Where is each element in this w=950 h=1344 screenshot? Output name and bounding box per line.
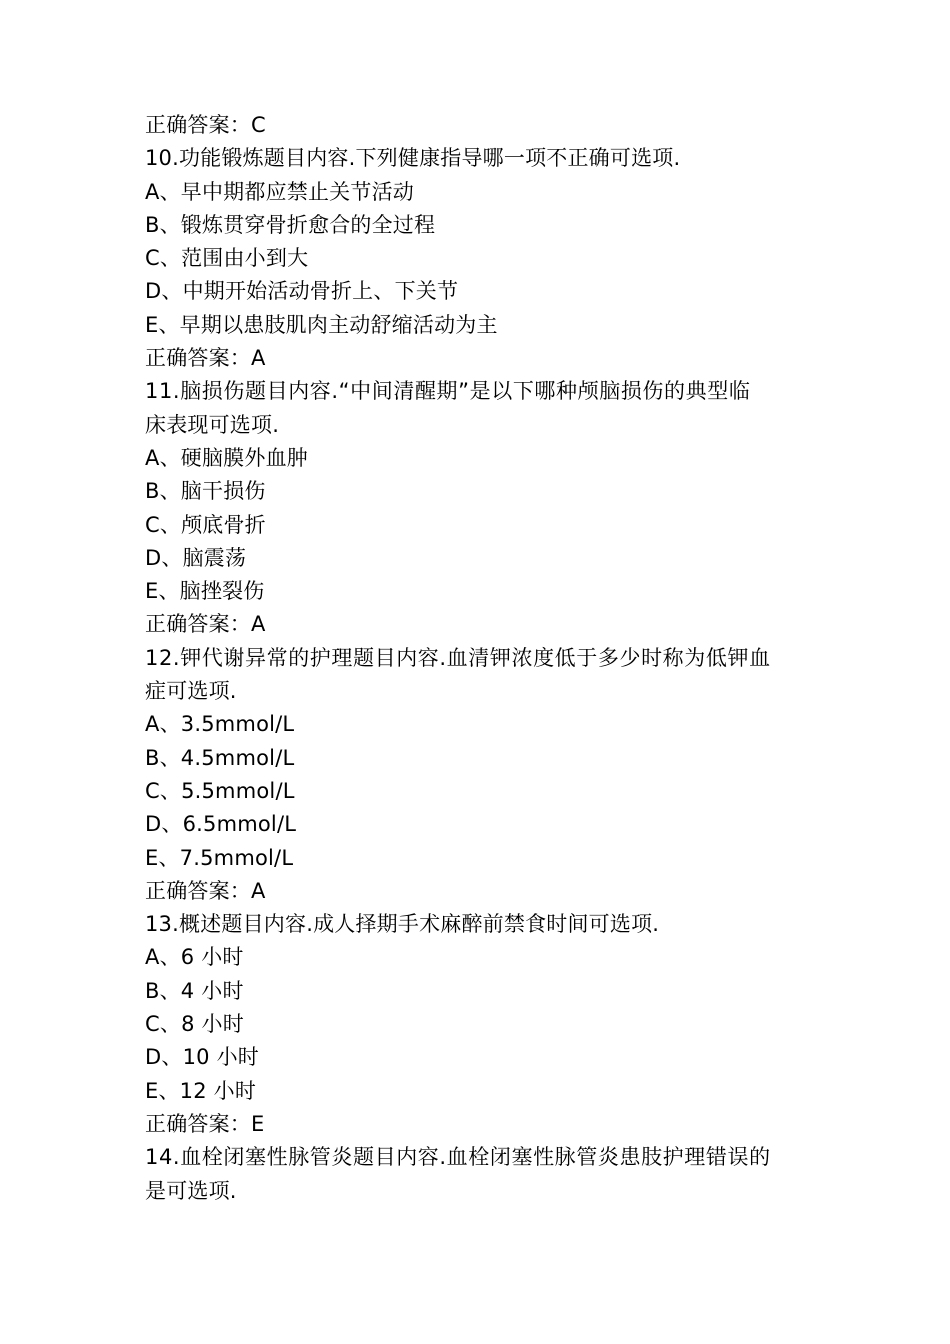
option-line: D、10 小时 bbox=[145, 1045, 259, 1070]
question-10-stem: 10.功能锻炼题目内容.下列健康指导哪一项不正确可选项. bbox=[145, 146, 681, 171]
option-line: C、颅底骨折 bbox=[145, 512, 266, 537]
option-line: D、中期开始活动骨折上、下关节 bbox=[145, 279, 459, 304]
question-11-stem-continued: 床表现可选项. bbox=[145, 412, 280, 437]
option-line: C、范围由小到大 bbox=[145, 246, 309, 271]
option-line: A、早中期都应禁止关节活动 bbox=[145, 179, 414, 204]
option-line: D、脑震荡 bbox=[145, 545, 247, 570]
option-line: C、5.5mmol/L bbox=[145, 778, 295, 803]
question-13-stem: 13.概述题目内容.成人择期手术麻醉前禁食时间可选项. bbox=[145, 912, 660, 937]
option-line: B、脑干损伤 bbox=[145, 479, 266, 504]
option-line: B、4 小时 bbox=[145, 978, 244, 1003]
option-line: E、7.5mmol/L bbox=[145, 845, 294, 870]
option-line: E、脑挫裂伤 bbox=[145, 579, 265, 604]
document-body bbox=[145, 109, 825, 1208]
option-line: B、锻炼贯穿骨折愈合的全过程 bbox=[145, 212, 436, 237]
option-line: E、早期以患肢肌肉主动舒缩活动为主 bbox=[145, 312, 498, 337]
option-line: C、8 小时 bbox=[145, 1012, 244, 1037]
option-line: B、4.5mmol/L bbox=[145, 745, 295, 770]
option-line: A、硬脑膜外血肿 bbox=[145, 445, 308, 470]
answer-line: 正确答案：E bbox=[145, 1111, 265, 1136]
answer-line: 正确答案：C bbox=[145, 113, 266, 137]
option-line: A、6 小时 bbox=[145, 945, 244, 970]
option-line: D、6.5mmol/L bbox=[145, 812, 297, 837]
answer-line: 正确答案：A bbox=[145, 612, 266, 637]
option-line: A、3.5mmol/L bbox=[145, 712, 295, 737]
question-14-stem: 14.血栓闭塞性脉管炎题目内容.血栓闭塞性脉管炎患肢护理错误的 bbox=[145, 1145, 771, 1170]
question-14-stem-continued: 是可选项. bbox=[145, 1178, 237, 1203]
question-12-stem-continued: 症可选项. bbox=[145, 679, 237, 704]
question-11-stem: 11.脑损伤题目内容.“中间清醒期”是以下哪种颅脑损伤的典型临 bbox=[145, 379, 751, 404]
option-line: E、12 小时 bbox=[145, 1078, 257, 1103]
question-12-stem: 12.钾代谢异常的护理题目内容.血清钾浓度低于多少时称为低钾血 bbox=[145, 645, 771, 670]
answer-line: 正确答案：A bbox=[145, 878, 266, 903]
answer-line: 正确答案：A bbox=[145, 346, 266, 371]
